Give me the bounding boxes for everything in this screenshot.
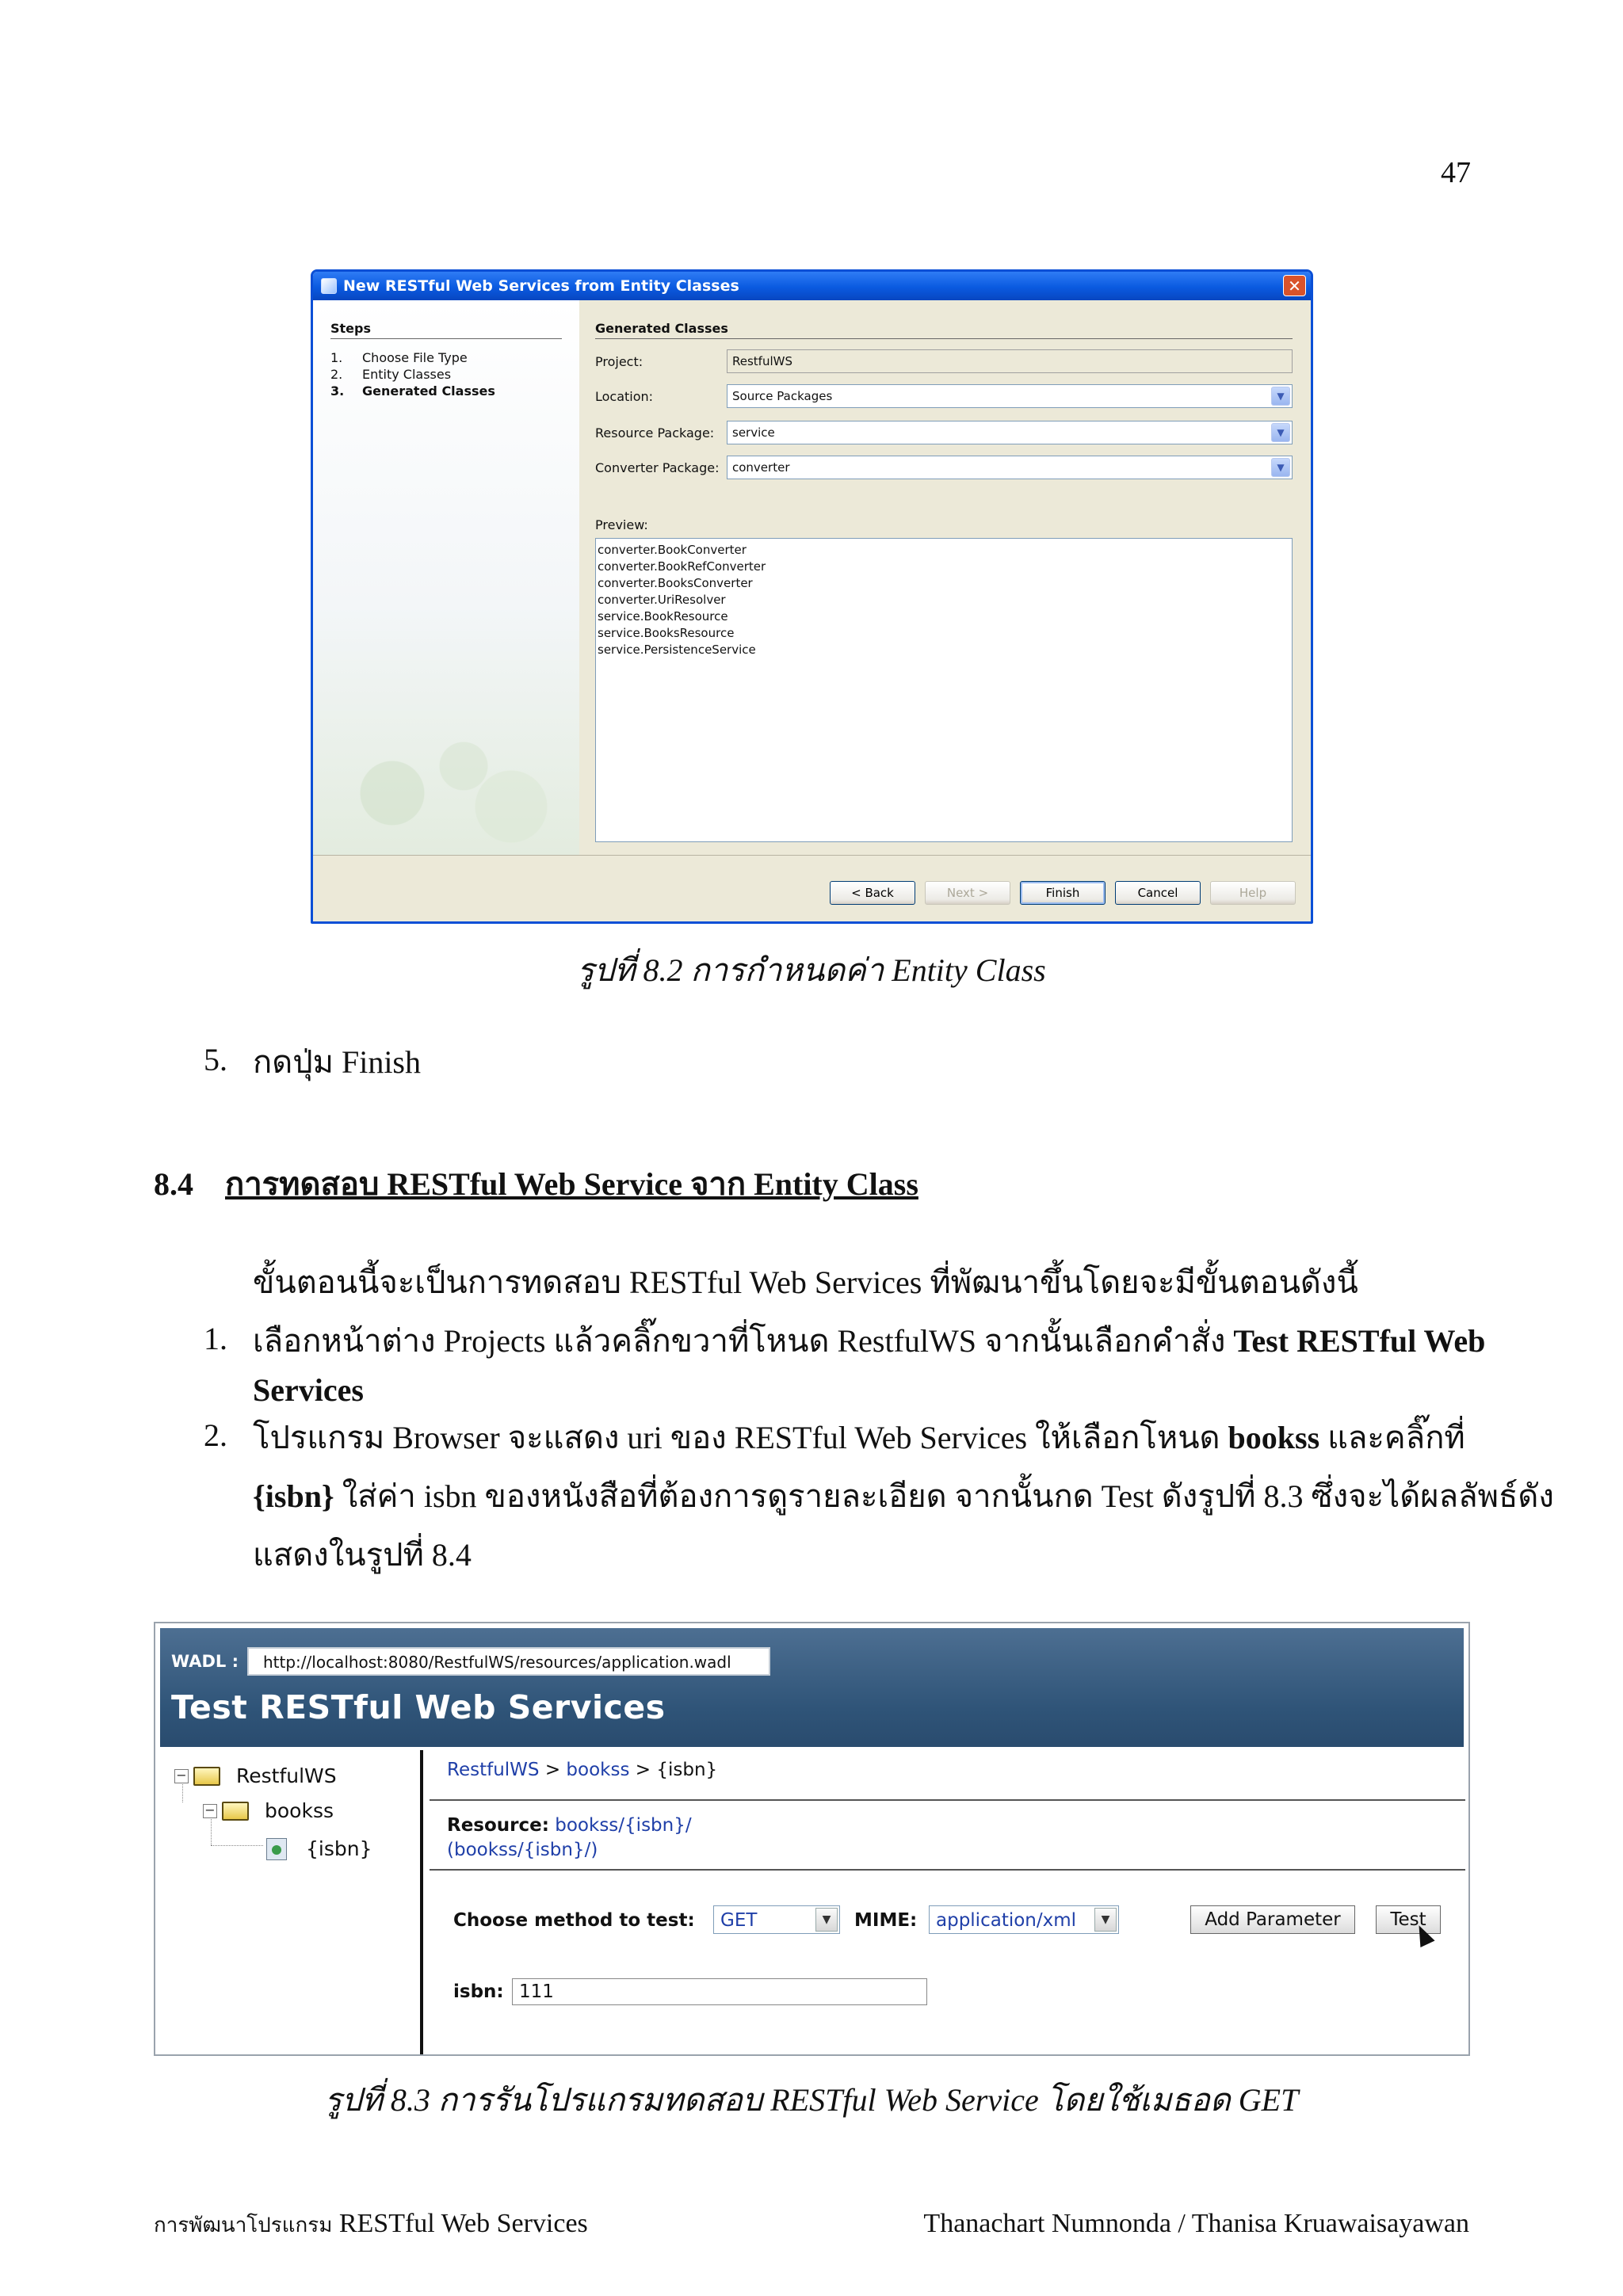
generated-classes-form <box>579 300 1311 855</box>
chevron-down-icon[interactable]: ▼ <box>815 1908 838 1932</box>
location-row <box>595 384 1293 408</box>
isbn-input[interactable]: 111 <box>512 1978 927 2005</box>
tree-label: RestfulWS <box>236 1764 337 1787</box>
preview-line: service.BookResource <box>598 609 728 624</box>
collapse-icon[interactable]: − <box>203 1804 217 1818</box>
resource-tree <box>155 1750 420 2054</box>
footer-left: การพัฒนาโปรแกรม RESTful Web Services <box>154 2209 588 2238</box>
step-item: 1. Choose File Type <box>330 350 468 365</box>
resource-link[interactable]: bookss/{isbn}/ <box>555 1815 692 1836</box>
item-2-line-2: {isbn} ใส่ค่า isbn ของหนังสือที่ต้องการดูรายละเอียด จากนั้นกด Test ดังรูปที่ 8.3 ซึ่งจะได้ผลลัพธ์ดัง <box>253 1478 1554 1514</box>
folder-open-icon <box>222 1802 249 1821</box>
footer-right: Thanachart Numnonda / Thanisa Kruawaisayawan <box>923 2209 1469 2238</box>
breadcrumb-current: {isbn} <box>656 1760 718 1780</box>
steps-pane <box>313 300 579 855</box>
steps-heading: Steps <box>330 321 371 336</box>
step-item: 2. Entity Classes <box>330 367 452 382</box>
tree-node-isbn[interactable] <box>266 1837 372 1860</box>
next-button[interactable]: Next > <box>925 881 1010 905</box>
breadcrumb-link[interactable]: bookss <box>566 1760 630 1780</box>
close-icon[interactable]: ✕ <box>1283 275 1306 296</box>
resource-package-label: Resource Package: <box>595 425 715 441</box>
add-parameter-button[interactable]: Add Parameter <box>1190 1905 1355 1934</box>
chevron-down-icon[interactable]: ▼ <box>1094 1908 1117 1932</box>
converter-package-row <box>595 456 1293 479</box>
test-restful-web-services-page <box>154 1622 1470 2056</box>
project-label: Project: <box>595 354 643 369</box>
divider <box>430 1869 1465 1871</box>
decorative-bubbles <box>321 712 559 847</box>
resource-path: (bookss/{isbn}/) <box>447 1840 598 1860</box>
project-field: RestfulWS <box>727 349 1293 373</box>
resource-icon <box>266 1838 287 1860</box>
wadl-url-field[interactable]: http://localhost:8080/RestfulWS/resources/application.wadl <box>247 1647 770 1676</box>
collapse-icon[interactable]: − <box>174 1769 189 1783</box>
item-2-line-1: โปรแกรม Browser จะแสดง uri ของ RESTful Web Services ให้เลือกโหนด bookss และคลิ๊กที่ <box>253 1420 1465 1455</box>
breadcrumb-link[interactable]: RestfulWS <box>447 1760 540 1780</box>
dialog-title: New RESTful Web Services from Entity Classes <box>343 277 739 295</box>
preview-line: converter.BookRefConverter <box>598 559 766 574</box>
figure-8-2-caption: รูปที่ 8.2 การกำหนดค่า Entity Class <box>577 952 1046 988</box>
method-label: Choose method to test: <box>453 1910 695 1931</box>
new-restful-ws-dialog <box>311 269 1313 924</box>
divider <box>330 338 562 339</box>
panel-heading: Generated Classes <box>595 321 728 336</box>
page-header <box>160 1628 1464 1747</box>
tree-node-bookss[interactable] <box>203 1799 334 1822</box>
chevron-down-icon[interactable]: ▼ <box>1271 423 1290 442</box>
step-item-current: 3. Generated Classes <box>330 383 495 399</box>
project-row <box>595 349 1293 373</box>
pane-splitter[interactable] <box>420 1750 423 2054</box>
item-2-line-3: แสดงในรูปที่ 8.4 <box>253 1537 472 1573</box>
divider <box>430 1799 1465 1801</box>
section-number: 8.4 <box>154 1166 193 1202</box>
preview-label: Preview: <box>595 517 648 532</box>
item-1-line-1: เลือกหน้าต่าง Projects แล้วคลิ๊กขวาที่โหนด RestfulWS จากนั้นเลือกคำสั่ง Test RESTful Web <box>253 1323 1486 1359</box>
converter-package-label: Converter Package: <box>595 460 720 475</box>
preview-line: service.BooksResource <box>598 626 735 640</box>
preview-line: service.PersistenceService <box>598 643 756 657</box>
divider <box>595 338 1293 339</box>
breadcrumb: RestfulWS > bookss > {isbn} <box>447 1760 718 1780</box>
isbn-row <box>453 1981 554 2002</box>
cancel-button[interactable]: Cancel <box>1115 881 1201 905</box>
wadl-label: WADL : <box>171 1652 239 1671</box>
location-select[interactable]: Source Packages ▼ <box>727 384 1293 408</box>
tree-label: {isbn} <box>306 1837 372 1860</box>
method-row <box>453 1909 1426 1931</box>
step-5-text: กดปุ่ม Finish <box>253 1044 421 1080</box>
tree-connector <box>211 1845 263 1846</box>
tree-label: bookss <box>265 1799 334 1822</box>
method-select[interactable]: GET ▼ <box>713 1905 840 1934</box>
preview-line: converter.BooksConverter <box>598 576 753 590</box>
page-number: 47 <box>1441 156 1471 189</box>
list-number: 1. <box>204 1321 227 1356</box>
tree-node-restfulws[interactable] <box>174 1764 337 1787</box>
item-1-line-2: Services <box>253 1372 364 1408</box>
help-button[interactable]: Help <box>1210 881 1296 905</box>
resource-package-row <box>595 421 1293 444</box>
resource-label: Resource: <box>447 1815 549 1836</box>
preview-textarea[interactable] <box>595 538 1293 842</box>
finish-button[interactable]: Finish <box>1020 881 1106 905</box>
page-title: Test RESTful Web Services <box>171 1688 666 1726</box>
section-heading <box>154 1163 918 1206</box>
mime-label: MIME: <box>854 1910 918 1931</box>
dialog-titlebar[interactable] <box>313 272 1311 300</box>
back-button[interactable]: < Back <box>830 881 915 905</box>
location-label: Location: <box>595 389 654 404</box>
netbeans-app-icon <box>321 278 337 294</box>
list-number: 5. <box>204 1042 227 1077</box>
preview-line: converter.BookConverter <box>598 543 747 557</box>
chevron-down-icon[interactable]: ▼ <box>1271 387 1290 406</box>
isbn-label: isbn: <box>453 1981 504 2002</box>
test-button[interactable]: Test <box>1376 1905 1441 1934</box>
steps-list <box>330 349 495 399</box>
dialog-button-bar <box>313 855 1311 921</box>
intro-paragraph: ขั้นตอนนี้จะเป็นการทดสอบ RESTful Web Services ที่พัฒนาขึ้นโดยจะมีขั้นตอนดังนี้ <box>253 1264 1358 1300</box>
chevron-down-icon[interactable]: ▼ <box>1271 458 1290 477</box>
mime-select[interactable]: application/xml ▼ <box>929 1905 1119 1934</box>
list-number: 2. <box>204 1417 227 1453</box>
converter-package-select[interactable]: converter ▼ <box>727 456 1293 479</box>
folder-open-icon <box>193 1767 220 1786</box>
resource-package-select[interactable]: service ▼ <box>727 421 1293 444</box>
resource-info <box>447 1814 692 1863</box>
section-title: การทดสอบ RESTful Web Service จาก Entity Class <box>225 1166 918 1202</box>
figure-8-3-caption: รูปที่ 8.3 การรันโปรแกรมทดสอบ RESTful Web Service โดยใช้เมธอด GET <box>324 2082 1299 2118</box>
preview-line: converter.UriResolver <box>598 593 726 607</box>
